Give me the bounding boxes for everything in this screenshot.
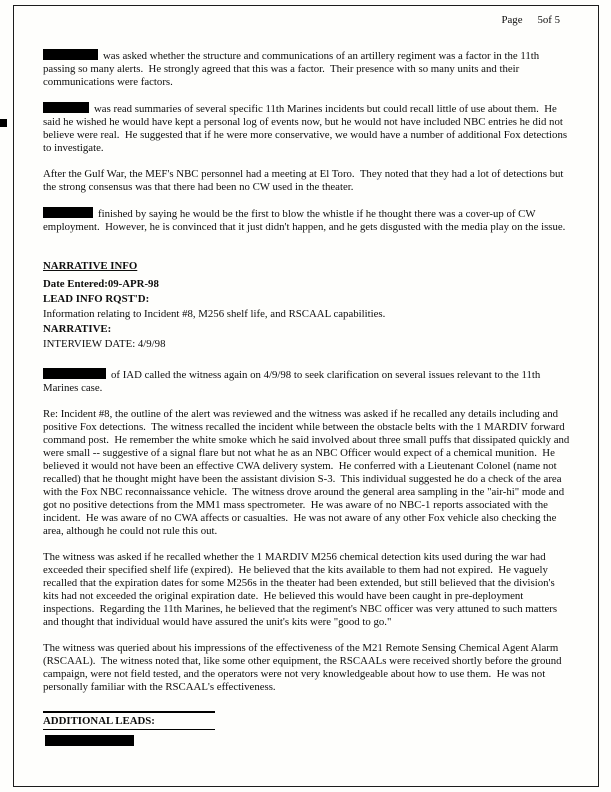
document-content [14,6,598,786]
page-label: Page [501,14,523,26]
redaction-bar [43,49,98,60]
interview-date: INTERVIEW DATE: 4/9/98 [43,338,166,350]
paragraph [43,368,570,395]
paragraph [43,168,570,194]
page-number [43,14,570,27]
paragraph-text: was asked whether the structure and communications of an artillery regiment was a factor in the 11th passing so many alerts. He strongly agreed that this was a factor. Their presence with so many units and their communications were factors. [43,50,542,88]
paragraph-text: was read summaries of several specific 11th Marines incidents but could recall little of use about them. He said he wished he would have kept a personal log of events now, but he would not have included NBC entries he did not believe were real. He suggested that if he were more conservative, we would have a number of additional Fox detections to investigate. [43,103,570,154]
redaction-bar [43,368,106,379]
lead-info-text: Information relating to Incident #8, M256 shelf life, and RSCAAL capabilities. [43,308,386,320]
paragraph-text: After the Gulf War, the MEF's NBC personnel had a meeting at El Toro. They noted that they had a lot of detections but the strong consensus was that there had been no CW used in the theater. [43,168,567,193]
paragraph [43,551,570,629]
paragraph [43,102,570,155]
additional-leads-section [43,711,570,746]
paragraph [43,642,570,694]
narrative-label: NARRATIVE: [43,323,112,335]
paragraph-text: of IAD called the witness again on 4/9/98 to seek clarification on several issues relevant to the 11th Marines case. [43,369,543,394]
paragraph-text: The witness was asked if he recalled whether the 1 MARDIV M256 chemical detection kits used during the war had exceeded their specified shelf life (expired). He believed that the kits available to them had not expired. He vaguely recalled that the expiration dates for some M256s in the theater had been extended, but still believed that the division's kits had not exceeded the original expiration date. He believed this would have been caught in pre-deployment inspections. Regarding the 11th Marines, he believed that the regiment's NBC officer was very attuned to such matters and thought that individual would have assured the unit's kits were "good to go." [43,551,560,628]
paragraph-text: The witness was queried about his impressions of the effectiveness of the M21 Remote Sensing Chemical Agent Alarm (RSCAAL). The witness noted that, like some other equipment, the RSCAALs were received shortly before the ground campaign, were not field tested, and the operators were not very knowledgeable about how to use them. He was not personally familiar with the RSCAAL's effectiveness. [43,642,565,693]
redaction-bar [43,207,93,218]
paragraph [43,49,570,89]
redaction-bar [45,735,134,746]
paragraph-text: Re: Incident #8, the outline of the alert was reviewed and the witness was asked if he recalled any details including and positive Fox detections. The witness recalled the incident while between the obstacle belts with the 1 MARDIV forward command post. He remember the white smoke which he said involved about three small puffs that dissipated quickly and were small -- suggestive of a signal flare but not what he as an NBC Officer would expect of a chemical munition. He believed it would not have been an effective CWA delivery system. He conferred with a Lieutenant Colonel (name not recalled) that he thought might have been the assistant division S-3. This individual suggested he do a check of the area with the Fox NBC reconnaissance vehicle. The witness drove around the general area sampling in the "air-hi" mode and got no positive detections from the MM1 mass spectrometer. He was aware of no NBC-1 reports associated with the incident. He was aware of no CWA affects or casualties. He was not aware of any other Fox vehicle also checking the area, although he could not rule this out. [43,408,573,537]
redaction-bar [43,102,89,113]
paragraph [43,408,573,538]
section-title-narrative-info: NARRATIVE INFO [43,260,138,272]
date-entered: Date Entered:09-APR-98 [43,278,159,290]
lead-info-label: LEAD INFO RQST'D: [43,293,150,305]
page-value: 5of 5 [537,14,560,26]
paragraph-text: finished by saying he would be the first to blow the whistle if he thought there was a cover-up of CW employment. However, he is convinced that it just didn't happen, and he gets disgusted with the media play on the issue. [43,208,566,233]
paragraph [43,207,570,234]
scan-artifact [0,119,7,127]
additional-leads-heading: ADDITIONAL LEADS: [43,711,215,730]
